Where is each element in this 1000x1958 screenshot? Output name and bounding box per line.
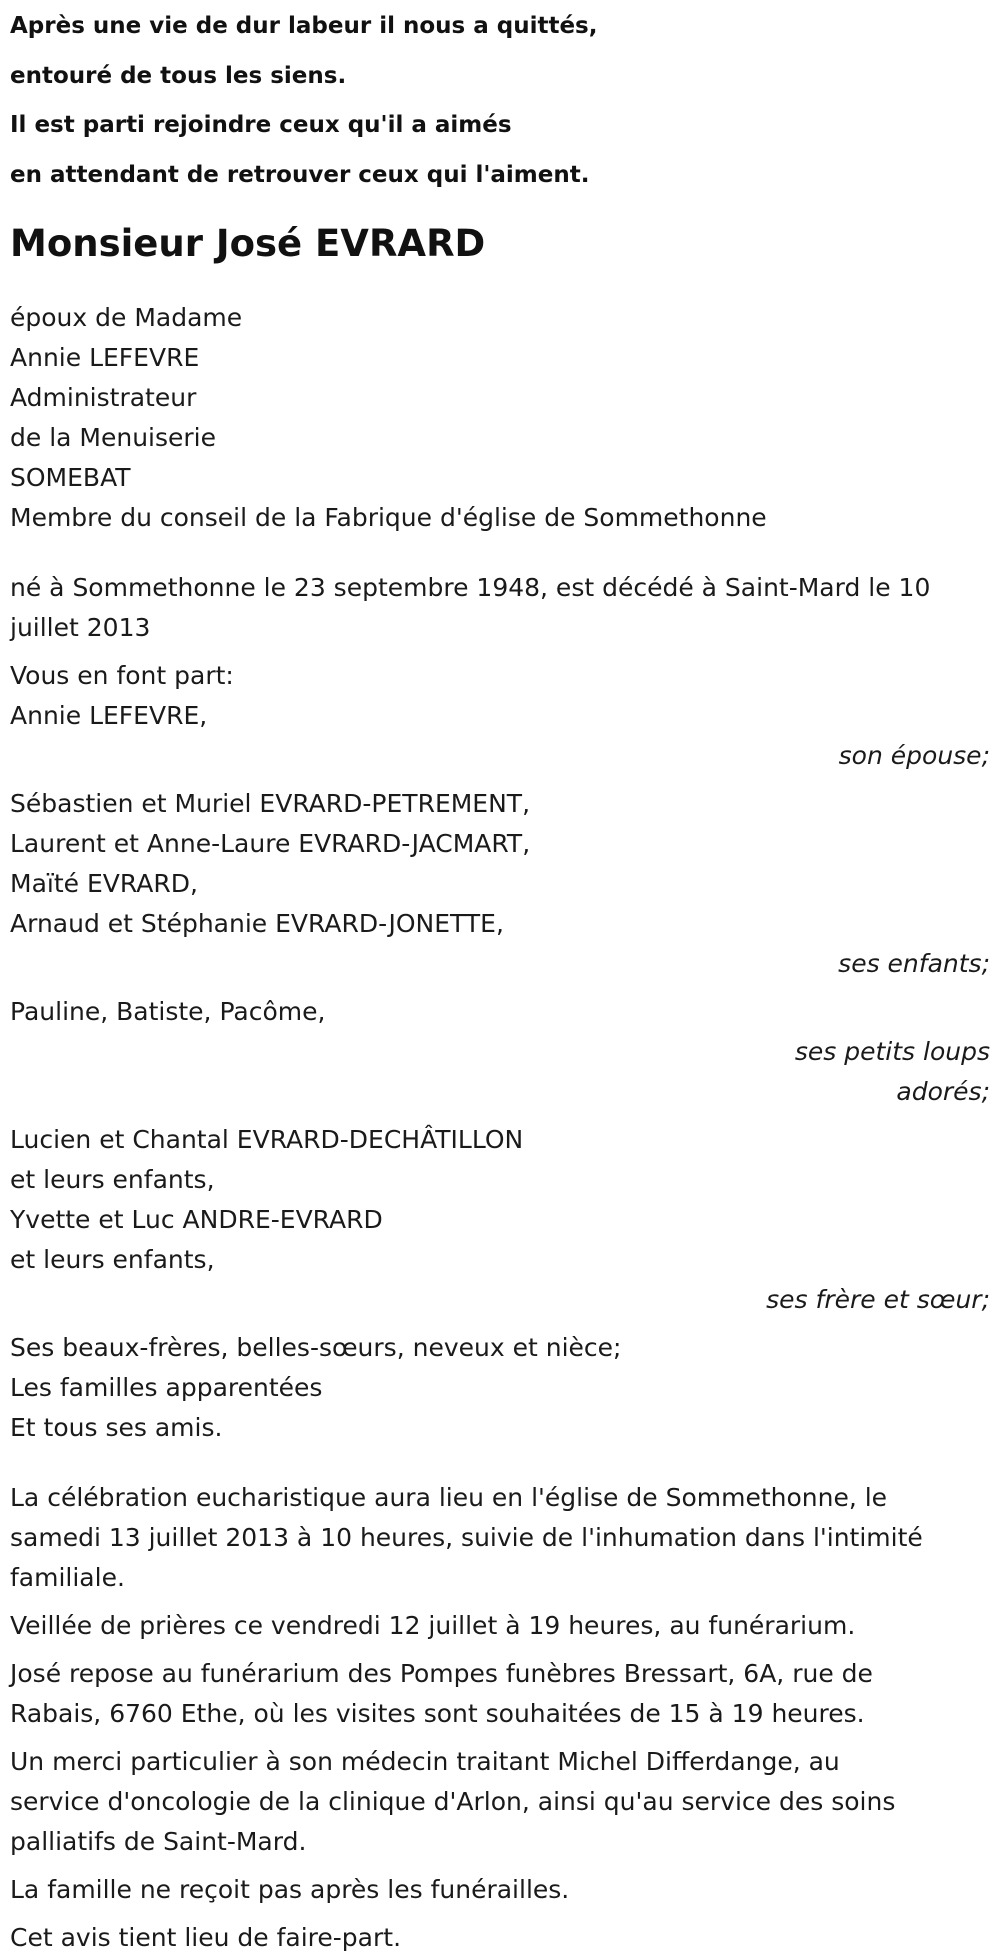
closing-paragraph: Cet avis tient lieu de faire-part. xyxy=(10,1923,402,1952)
grandchildren-relation: adorés; xyxy=(896,1077,990,1106)
verse-line: entouré de tous les siens. xyxy=(10,62,347,89)
grandchildren-block xyxy=(10,992,990,1112)
opening-verse xyxy=(10,2,1000,200)
identity-line: Annie LEFEVRE xyxy=(10,343,200,372)
sibling-line: Lucien et Chantal EVRARD-DECHÂTILLON xyxy=(10,1125,524,1154)
child-name: Maïté EVRARD, xyxy=(10,869,198,898)
grandchildren-relation: ses petits loups xyxy=(794,1037,990,1066)
verse-line: Il est parti rejoindre ceux qu'il a aimés xyxy=(10,112,512,138)
children-block xyxy=(10,784,990,984)
verse-line: en attendant de retrouver ceux qui l'aiment. xyxy=(10,161,590,188)
obituary-body xyxy=(10,298,990,1958)
reception-paragraph: La famille ne reçoit pas après les funérailles. xyxy=(10,1875,570,1904)
ceremony-paragraph xyxy=(10,1478,990,1598)
spouse-relation: son épouse; xyxy=(838,741,990,770)
spouse-name: Annie LEFEVRE, xyxy=(10,701,208,730)
others-line: Les familles apparentées xyxy=(10,1373,323,1402)
rest-line: José repose au funérarium des Pompes funèbres Bressart, 6A, rue de xyxy=(10,1659,873,1688)
identity-line: Administrateur xyxy=(10,383,197,412)
verse-line: Après une vie de dur labeur il nous a quittés, xyxy=(10,13,598,39)
siblings-block xyxy=(10,1120,990,1320)
grandchildren-names: Pauline, Batiste, Pacôme, xyxy=(10,997,326,1026)
child-name: Arnaud et Stéphanie EVRARD-JONETTE, xyxy=(10,909,504,938)
siblings-relation: ses frère et sœur; xyxy=(766,1285,990,1314)
thanks-line: service d'oncologie de la clinique d'Arlon, ainsi qu'au service des soins xyxy=(10,1787,896,1816)
vigil-paragraph: Veillée de prières ce vendredi 12 juillet à 19 heures, au funérarium. xyxy=(10,1611,856,1640)
birth-death-block xyxy=(10,568,990,648)
sibling-line: et leurs enfants, xyxy=(10,1245,215,1274)
identity-line: Membre du conseil de la Fabrique d'église de Sommethonne xyxy=(10,503,767,532)
child-name: Laurent et Anne-Laure EVRARD-JACMART, xyxy=(10,829,531,858)
ceremony-line: familiale. xyxy=(10,1563,125,1592)
thanks-paragraph xyxy=(10,1742,990,1862)
birth-death-line: né à Sommethonne le 23 septembre 1948, est décédé à Saint-Mard le 10 xyxy=(10,573,931,602)
sibling-line: et leurs enfants, xyxy=(10,1165,215,1194)
child-name: Sébastien et Muriel EVRARD-PETREMENT, xyxy=(10,789,531,818)
ceremony-line: La célébration eucharistique aura lieu en l'église de Sommethonne, le xyxy=(10,1483,888,1512)
rest-line: Rabais, 6760 Ethe, où les visites sont souhaitées de 15 à 19 heures. xyxy=(10,1699,865,1728)
others-line: Ses beaux-frères, belles-sœurs, neveux et nièce; xyxy=(10,1333,622,1362)
rest-paragraph xyxy=(10,1654,990,1734)
others-block xyxy=(10,1328,990,1448)
identity-block xyxy=(10,298,990,538)
identity-line: époux de Madame xyxy=(10,303,243,332)
thanks-line: Un merci particulier à son médecin traitant Michel Differdange, au xyxy=(10,1747,840,1776)
others-line: Et tous ses amis. xyxy=(10,1413,223,1442)
children-relation: ses enfants; xyxy=(838,949,990,978)
spouse-block xyxy=(10,696,990,776)
identity-line: de la Menuiserie xyxy=(10,423,217,452)
birth-death-line: juillet 2013 xyxy=(10,613,151,642)
ceremony-line: samedi 13 juillet 2013 à 10 heures, suivie de l'inhumation dans l'intimité xyxy=(10,1523,923,1552)
sibling-line: Yvette et Luc ANDRE-EVRARD xyxy=(10,1205,383,1234)
thanks-line: palliatifs de Saint-Mard. xyxy=(10,1827,307,1856)
identity-line: SOMEBAT xyxy=(10,463,131,492)
deceased-name-title: Monsieur José EVRARD xyxy=(10,222,486,265)
announce-text: Vous en font part: xyxy=(10,661,234,690)
